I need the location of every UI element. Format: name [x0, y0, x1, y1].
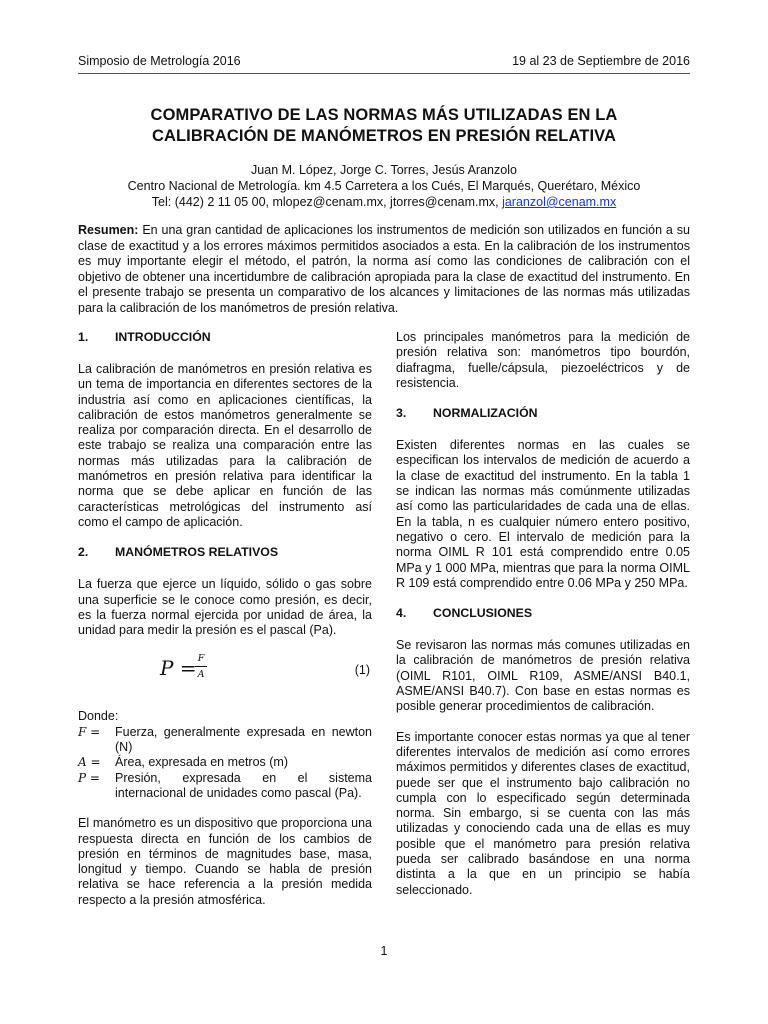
pressure-definition-paragraph: La fuerza que ejerce un líquido, sólido o gas sobre una superficie se le conoce como presión, es decir, es la fuerza normal ejercida por unidad de área, la unidad para medir la presión es el pascal (Pa).: [78, 577, 372, 638]
section-title: CONCLUSIONES: [433, 606, 533, 621]
definition-row: [78, 725, 372, 756]
definition-text: Fuerza, generalmente expresada en newton (N): [115, 724, 372, 755]
section-title: NORMALIZACIÓN: [433, 406, 538, 421]
page-number: 1: [380, 944, 388, 958]
section-heading-conclusiones: [396, 606, 690, 621]
contact-text: Tel: (442) 2 11 05 00, mlopez@cenam.mx, jtorres@cenam.mx,: [151, 195, 503, 209]
conclusions-paragraph-1: Se revisaron las normas más comunes utilizadas en la calibración de manómetros de presión relativa (OIML R101, OIML R109, ASME/ANSI B40.1, ASME/ANSI B40.7). Con base en estas normas es posible generar procedimientos de calibración.: [396, 638, 690, 714]
pressure-equation: [78, 653, 372, 697]
section-title: INTRODUCCIÓN: [115, 330, 211, 344]
definition-row: [78, 755, 372, 770]
equation-denominator: A: [197, 669, 205, 681]
equation-fraction: [195, 653, 207, 680]
definition-text: Presión, expresada en el sistema internacional de unidades como pascal (Pa).: [115, 770, 372, 800]
definition-row: [78, 771, 372, 802]
definition-text: Área, expresada en metros (m): [115, 755, 288, 770]
conference-dates: 19 al 23 de Septiembre de 2016: [512, 54, 690, 68]
abstract: [78, 223, 690, 316]
section-number: 3.: [396, 406, 407, 421]
abstract-label: Resumen:: [78, 223, 139, 237]
section-number: 2.: [78, 545, 89, 560]
equation-lhs: P =: [160, 656, 197, 681]
email-link[interactable]: jaranzol@cenam.mx: [502, 195, 617, 209]
intro-paragraph: La calibración de manómetros en presión relativa es un tema de importancia en diferentes sectores de la industria así como en aplicaciones científicas, la calibración de estos manómetros generalmente se realiza por comparación directa. En el desarrollo de este trabajo se realiza una comparación entre las normas más utilizadas para la calibración de manómetros en presión relativa para identificar la norma que se debe aplicar en función de las características metrológicas del instrumento así como el campo de aplicación.: [78, 362, 372, 529]
abstract-text: En una gran cantidad de aplicaciones los instrumentos de medición son utilizados en función a su clase de exactitud y a los errores máximos permitidos asociados a esta. En la calibración de los instrumentos es muy importante elegir el método, el patrón, la norma así como las condiciones de calibración con el objetivo de obtener una incertidumbre de calibración apropiada para la clase de exactitud del instrumento. En el presente trabajo se presenta un comparativo de los alcances y limitaciones de las normas más utilizadas para la calibración de los manómetros de presión relativa.: [78, 223, 690, 315]
paper-title: [78, 105, 690, 147]
normalization-paragraph: Existen diferentes normas en las cuales se especifican los intervalos de medición de acuerdo a la clase de exactitud del instrumento. En la tabla 1 se indican las normas más comúnmente utilizadas así como las particularidades de cada una de ellas. En la tabla, n es cualquier número entero positivo, negativo o cero. El intervalo de medición para la norma OIML R 101 está comprendido entre 0.05 MPa y 1 000 MPa, mientras que para la norma OIML R 109 está comprendido entre 0.06 MPa y 250 MPa.: [396, 438, 690, 590]
definition-symbol: P =: [78, 770, 100, 785]
right-column: [396, 330, 690, 913]
title-line-2: CALIBRACIÓN DE MANÓMETROS EN PRESIÓN RELATIVA: [151, 127, 617, 145]
equation-numerator: F: [197, 653, 205, 665]
author-affiliation: Centro Nacional de Metrología. km 4.5 Carretera a los Cués, El Marqués, Querétaro, México: [127, 179, 641, 193]
equation-number: (1): [354, 663, 370, 678]
conclusions-paragraph-2: Es importante conocer estas normas ya que al tener diferentes intervalos de medición así como errores máximos permitidos y diferentes clases de exactitud, puede ser que el instrumento bajo calibración no cumpla con lo especificado según determinada norma. Sin embargo, si se cuenta con las más utilizadas y conociendo cada una de ellas es muy posible que el manómetro para presión relativa pueda ser calibrado basándose en una norma distinta a la que en un principio se había seleccionado.: [396, 729, 690, 897]
definition-symbol: F =: [78, 724, 101, 739]
section-heading-normalizacion: [396, 406, 690, 421]
left-column: [78, 330, 372, 923]
author-names: Juan M. López, Jorge C. Torres, Jesús Aranzolo: [251, 163, 517, 177]
variable-definitions: [78, 725, 372, 801]
title-line-1: COMPARATIVO DE LAS NORMAS MÁS UTILIZADAS EN LA: [150, 106, 618, 124]
conference-name: Simposio de Metrología 2016: [78, 54, 241, 68]
running-header: [78, 52, 690, 70]
section-heading-introduccion: [78, 330, 372, 345]
header-divider: [78, 73, 690, 74]
section-number: 1.: [78, 330, 89, 344]
section-heading-manometros: [78, 545, 372, 560]
author-contact: [78, 194, 690, 210]
fraction-bar: [195, 666, 207, 667]
donde-label: Donde:: [78, 709, 119, 724]
definition-symbol: A =: [78, 755, 101, 770]
section-title: MANÓMETROS RELATIVOS: [115, 545, 279, 560]
section-number: 4.: [396, 606, 407, 621]
manometer-paragraph: El manómetro es un dispositivo que proporciona una respuesta directa en función de los cambios de presión en términos de magnitudes base, masa, longitud y tiempo. Cuando se habla de presión relativa se hace referencia a la presión medida respecto a la presión atmosférica.: [78, 816, 372, 907]
author-block: [78, 162, 690, 210]
manometer-types-paragraph-continued: Los principales manómetros para la medición de presión relativa son: manómetros tipo bourdón, diafragma, fuelle/cápsula, piezoeléctricos y de resistencia.: [396, 330, 690, 390]
